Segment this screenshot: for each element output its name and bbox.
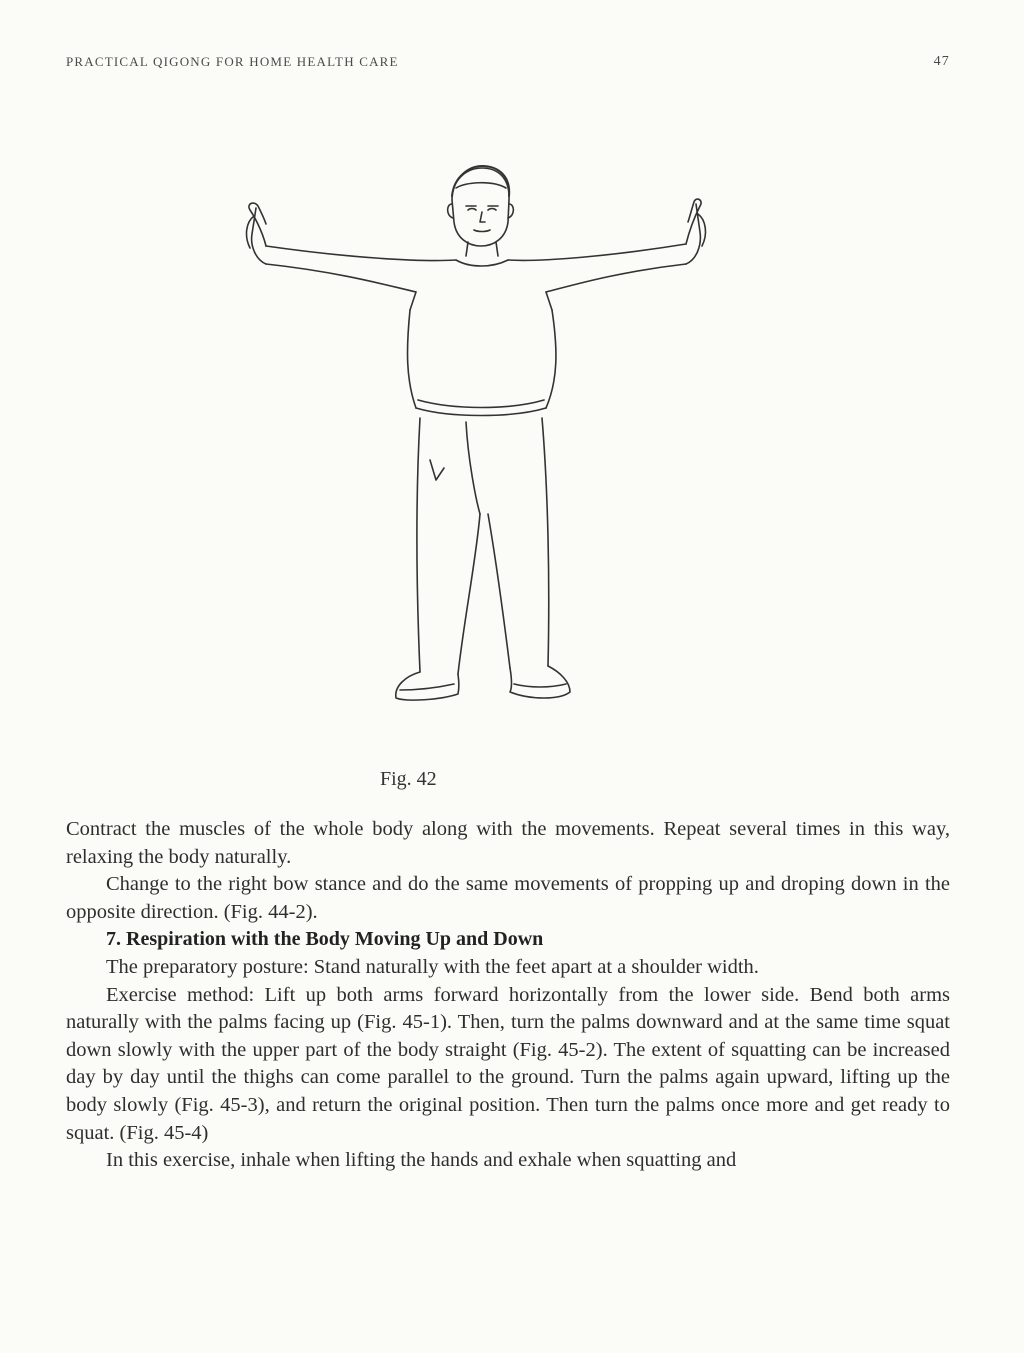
running-head	[66, 54, 950, 74]
figure-caption: Fig. 42	[380, 768, 437, 790]
standing-figure-drawing	[230, 160, 730, 730]
page-number: 47	[933, 54, 950, 69]
paragraph: Change to the right bow stance and do the same movements of propping up and droping down in the opposite direction. (Fig. 44-2).	[66, 873, 950, 923]
running-title: PRACTICAL QIGONG FOR HOME HEALTH CARE	[66, 54, 399, 69]
body-text	[66, 816, 950, 1175]
section-heading: 7. Respiration with the Body Moving Up and Down	[106, 928, 544, 951]
figure-illustration	[230, 160, 730, 730]
paragraph: Exercise method: Lift up both arms forward horizontally from the lower side. Bend both arms naturally with the palms facing up (Fig. 45-1). Then, turn the palms downward and at the same time squat down slowly with the upper part of the body straight (Fig. 45-2). The extent of squatting can be increased day by day until the thighs can come parallel to the ground. Turn the palms again upward, lifting up the body slowly (Fig. 45-3), and return the original position. Then turn the palms once more and get ready to squat. (Fig. 45-4)	[66, 983, 950, 1144]
paragraph: In this exercise, inhale when lifting the hands and exhale when squatting and	[106, 1149, 737, 1172]
paragraph: Contract the muscles of the whole body along with the movements. Repeat several times in this way, relaxing the body naturally.	[66, 818, 950, 868]
paragraph: The preparatory posture: Stand naturally with the feet apart at a shoulder width.	[106, 955, 759, 978]
